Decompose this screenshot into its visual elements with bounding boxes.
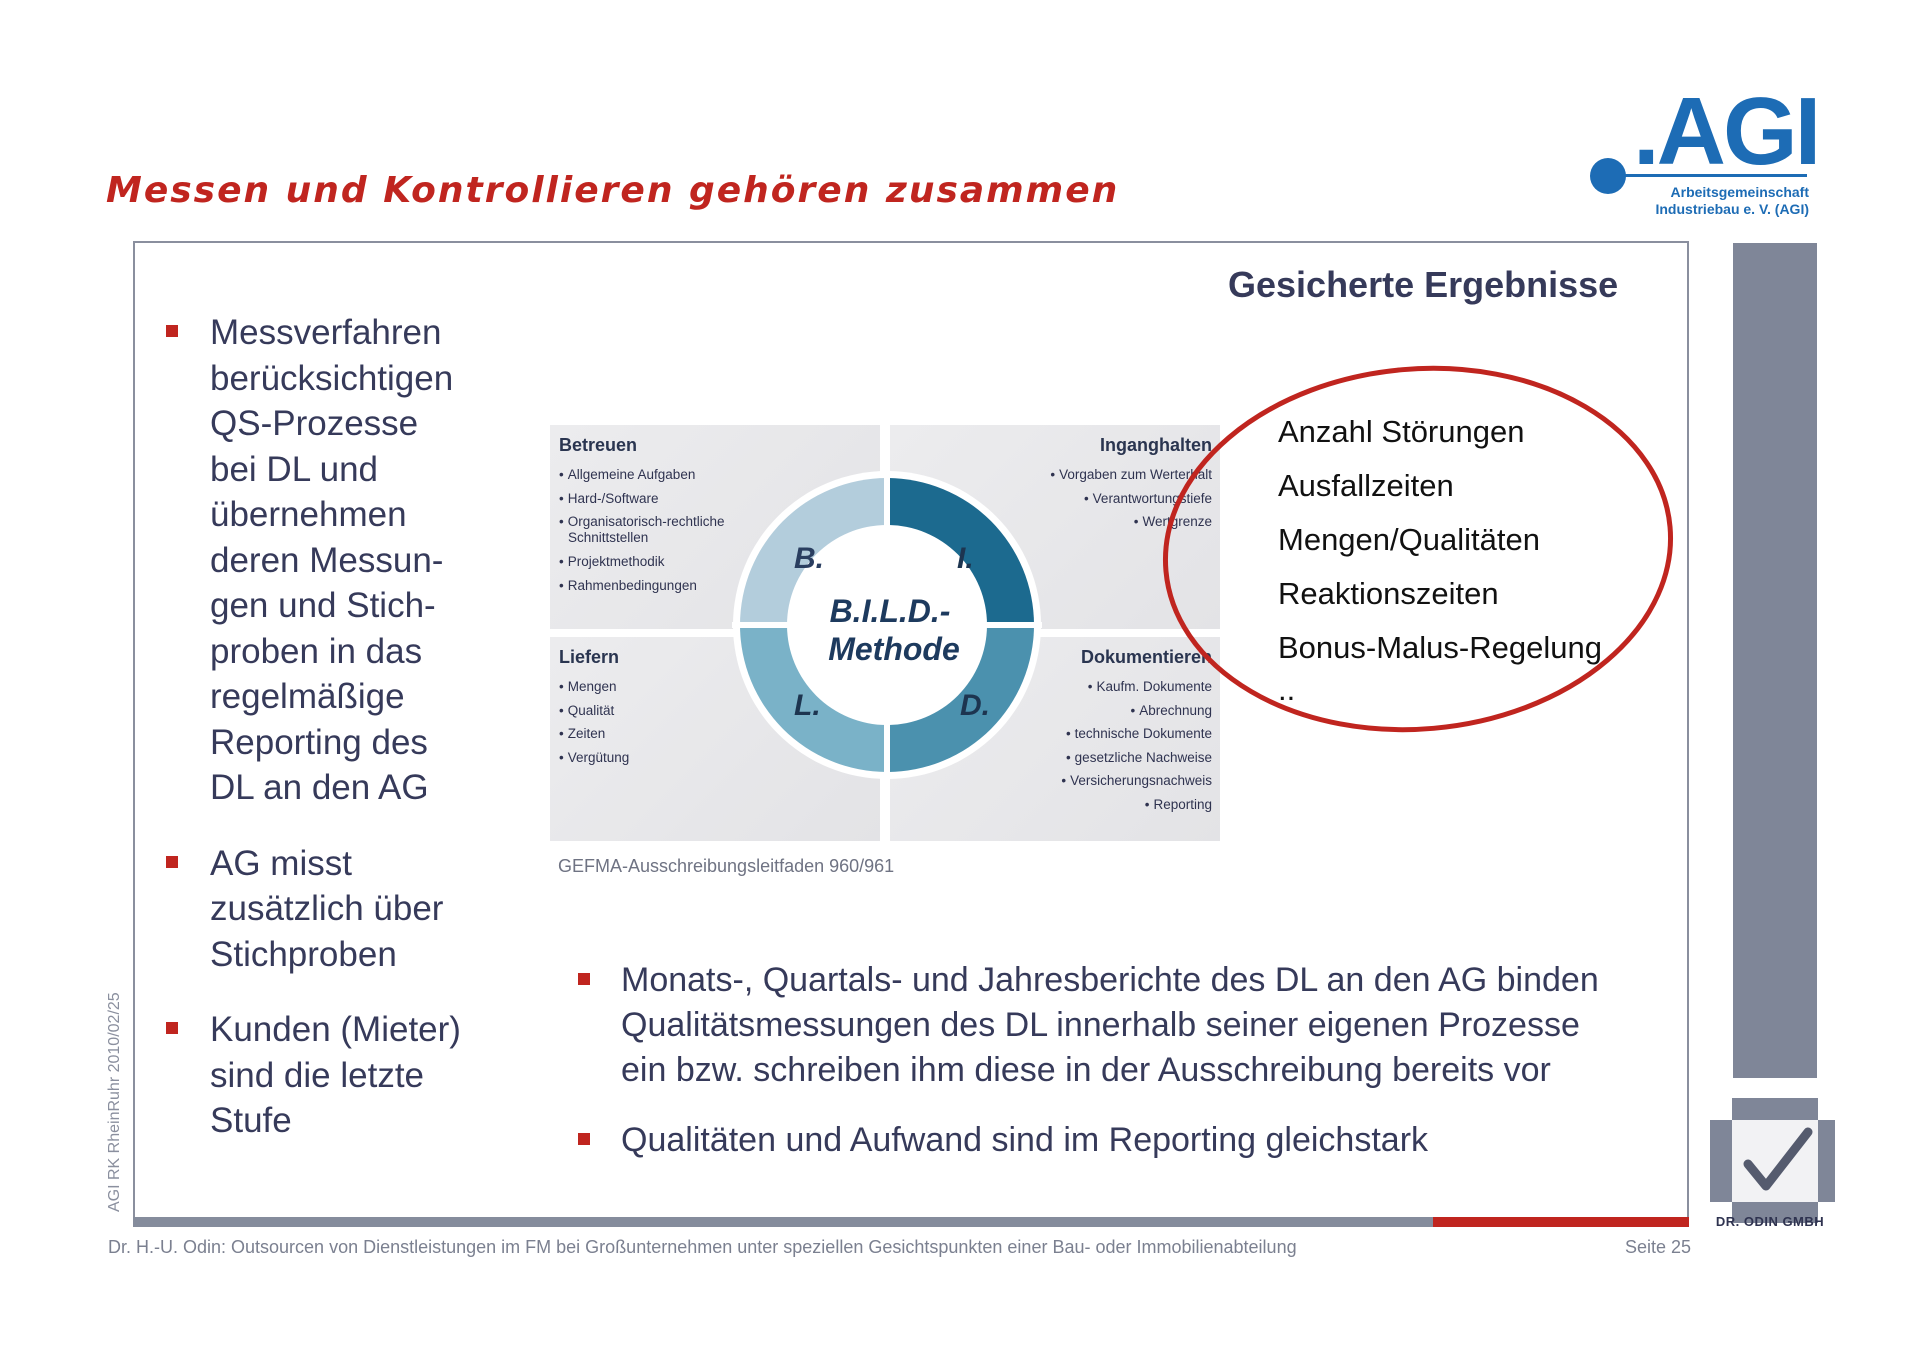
result-item: Anzahl Störungen [1278, 414, 1525, 449]
bottom-bullet-line: Monats-, Quartals- und Jahresberichte des DL an den AG binden [621, 961, 1599, 999]
side-note: AGI RK RheinRuhr 2010/02/25 [106, 992, 123, 1212]
bullet-square-icon [166, 325, 178, 337]
left-bullet-line: zusätzlich über [210, 889, 444, 928]
quadrant-item-continued: Schnittstellen [568, 530, 649, 545]
quadrant-item: • Verantwortungstiefe [1083, 490, 1212, 506]
slide-title: Messen und Kontrollieren gehören zusammen [106, 170, 1120, 211]
footer-text: Dr. H.-U. Odin: Outsourcen von Dienstleistungen im FM bei Großunternehmen unter speziellen Gesichtspunkten einer Bau- oder Immobilienabteilung [108, 1237, 1297, 1257]
segment-letter-d: D. [960, 689, 990, 722]
result-item: Mengen/Qualitäten [1278, 522, 1540, 557]
bullet-square-icon [578, 1133, 590, 1145]
quadrant-item: • Wertgrenze [1133, 514, 1212, 529]
left-bullet-line: sind die letzte [210, 1055, 425, 1095]
quadrant-item: • Allgemeine Aufgaben [559, 467, 696, 482]
quadrant-title: Inganghalten [1100, 435, 1212, 455]
results-heading: Gesicherte Ergebnisse [1228, 264, 1619, 305]
bottom-bullet-line: ein bzw. schreiben ihm diese in der Ausschreibung bereits vor [621, 1051, 1551, 1089]
result-item: Ausfallzeiten [1278, 468, 1454, 503]
agi-logo-letters: .AGI [1633, 78, 1819, 185]
left-bullet-line: Kunden (Mieter) [210, 1010, 461, 1049]
quadrant-title: Liefern [559, 647, 620, 667]
bottom-bar-grey [133, 1217, 1433, 1227]
left-bullet-line: proben in das [210, 631, 423, 671]
left-bullet-line: Reporting des [210, 722, 428, 762]
result-item: Bonus-Malus-Regelung [1278, 630, 1602, 665]
quadrant-item: • Rahmenbedingungen [559, 577, 697, 593]
odin-checkmark-logo [1710, 1098, 1835, 1223]
left-bullet-item [160, 310, 490, 811]
bottom-bullet-line: Qualitätsmessungen des DL innerhalb seiner eigenen Prozesse [621, 1006, 1580, 1044]
left-bullet-line: gen und Stich- [210, 586, 436, 625]
quadrant-item: • technische Dokumente [1065, 726, 1212, 741]
bild-caption: GEFMA-Ausschreibungsleitfaden 960/961 [558, 856, 895, 876]
bullet-square-icon [166, 856, 178, 868]
left-bullet-line: berücksichtigen [210, 358, 454, 398]
left-bullet-item [160, 1007, 490, 1144]
left-bullet-list [160, 310, 490, 1144]
bottom-bullet-item [570, 958, 1650, 1093]
results-list [1278, 405, 1602, 705]
quadrant-title: Betreuen [559, 435, 638, 455]
left-bullet-line: DL an den AG [210, 768, 429, 807]
quadrant-item: • Organisatorisch-rechtliche [559, 514, 725, 529]
left-bullet-line: Messverfahren [210, 313, 442, 352]
segment-letter-i: I. [957, 542, 974, 575]
left-bullet-line: QS-Prozesse [210, 404, 419, 443]
quadrant-item: • Abrechnung [1130, 702, 1212, 718]
quadrant-item: • Mengen [559, 679, 617, 694]
quadrant-item: • Reporting [1144, 796, 1212, 812]
segment-letter-b: B. [794, 542, 824, 575]
bottom-bullet-list [570, 958, 1650, 1163]
agi-logo-subtitle [1641, 184, 1809, 218]
left-bullet-line: Stichproben [210, 934, 397, 974]
left-bullet-line: übernehmen [210, 495, 407, 534]
bottom-bullet-line: Qualitäten und Aufwand sind im Reporting gleichstark [621, 1121, 1429, 1159]
result-item: Reaktionszeiten [1278, 576, 1499, 611]
agi-logo [1585, 78, 1819, 226]
agi-logo-line1: Arbeitsgemeinschaft [1670, 184, 1809, 200]
bullet-square-icon [166, 1022, 178, 1034]
segment-letter-l: L. [794, 689, 821, 722]
left-bullet-line: Stufe [210, 1101, 292, 1140]
bild-donut-diagram [732, 470, 1042, 780]
bottom-bullet-item [570, 1118, 1650, 1163]
result-item: .. [1278, 672, 1296, 707]
left-bullet-line: deren Messun- [210, 540, 444, 580]
left-bullet-line: AG misst [210, 843, 352, 883]
quadrant-title: Dokumentieren [1080, 647, 1212, 667]
quadrant-list [559, 675, 629, 769]
agi-logo-line2: Industriebau e. V. (AGI) [1655, 201, 1809, 217]
donut-center-line1: B.I.L.D.- [829, 593, 951, 629]
page-number: Seite 25 [1625, 1237, 1692, 1257]
bullet-square-icon [578, 973, 590, 985]
donut-center-line2: Methode [828, 631, 960, 667]
bottom-bar-red [1433, 1217, 1689, 1227]
right-side-bar [1733, 243, 1817, 1078]
quadrant-item: • Zeiten [559, 726, 606, 741]
quadrant-item: • Vergütung [559, 749, 630, 765]
quadrant-item: • Projektmethodik [559, 554, 665, 569]
quadrant-item: • gesetzliche Nachweise [1065, 749, 1212, 765]
left-bullet-line: regelmäßige [210, 677, 405, 716]
bild-method-graphic [550, 425, 1220, 841]
odin-logo-caption: DR. ODIN GMBH [1715, 1214, 1825, 1229]
left-bullet-line: bei DL und [210, 449, 378, 489]
quadrant-item: • Hard-/Software [559, 490, 659, 506]
quadrant-list [559, 463, 725, 597]
quadrant-item: • Kaufm. Dokumente [1087, 679, 1212, 694]
quadrant-item: • Versicherungsnachweis [1061, 773, 1212, 788]
quadrant-item: • Vorgaben zum Werterhalt [1050, 467, 1212, 482]
left-bullet-item [160, 841, 490, 978]
quadrant-item: • Qualität [559, 702, 615, 718]
